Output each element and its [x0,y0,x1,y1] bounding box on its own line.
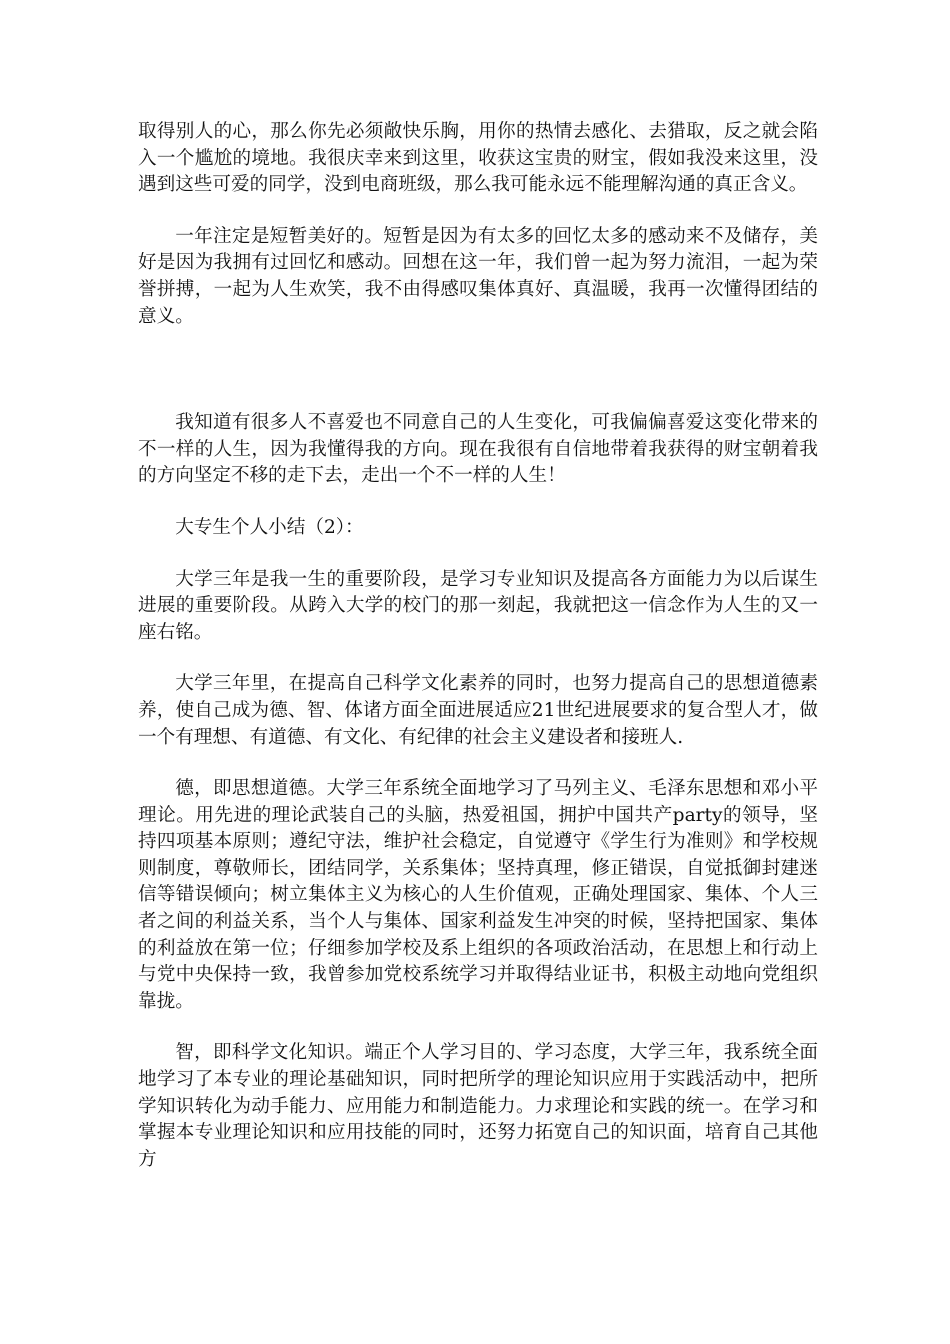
paragraph-quality: 大学三年里，在提高自己科学文化素养的同时，也努力提高自己的思想道德素养，使自己成为德、智、体诸方面全面进展适应21世纪进展要求的复合型人才，做一个有理想、有道德、有文化、有纪律的社会主义建设者和接班人. [138,673,818,748]
paragraph-three-years: 大学三年是我一生的重要阶段，是学习专业知识及提高各方面能力为以后谋生进展的重要阶段。从跨入大学的校门的那一刻起，我就把这一信念作为人生的又一座右铭。 [138,568,818,643]
section-heading-summary-2: 大专生个人小结（2）： [175,516,364,538]
paragraph-one-year: 一年注定是短暂美好的。短暂是因为有太多的回忆太多的感动来不及储存，美好是因为我拥有过回忆和感动。回想在这一年，我们曾一起为努力流泪，一起为荣誉拼搏，一起为人生欢笑，我不由得感叹集体真好、真温暖，我再一次懂得团结的意义。 [138,225,818,327]
paragraph-knowledge: 智，即科学文化知识。端正个人学习目的、学习态度，大学三年，我系统全面地学习了本专业的理论基础知识，同时把所学的理论知识应用于实践活动中，把所学知识转化为动手能力、应用能力和制造能力。力求理论和实践的统一。在学习和掌握本专业理论知识和应用技能的同时，还努力拓宽自己的知识面，培育自己其他方 [138,1042,818,1170]
document-page [138,119,818,1198]
paragraph-direction: 我知道有很多人不喜爱也不同意自己的人生变化，可我偏偏喜爱这变化带来的不一样的人生，因为我懂得我的方向。现在我很有自信地带着我获得的财宝朝着我的方向坚定不移的走下去，走出一个不一样的人生！ [138,412,818,487]
paragraph-communication: 取得别人的心，那么你先必须敞快乐胸，用你的热情去感化、去猎取，反之就会陷入一个尴尬的境地。我很庆幸来到这里，收获这宝贵的财宝，假如我没来这里，没遇到这些可爱的同学，没到电商班级，那么我可能永远不能理解沟通的真正含义。 [138,121,818,196]
paragraph-morality: 德，即思想道德。大学三年系统全面地学习了马列主义、毛泽东思想和邓小平理论。用先进的理论武装自己的头脑，热爱祖国，拥护中国共产party的领导，坚持四项基本原则；遵纪守法，维护社会稳定，自觉遵守《学生行为准则》和学校规则制度，尊敬师长，团结同学，关系集体；坚持真理，修正错误，自觉抵御封建迷信等错误倾向；树立集体主义为核心的人生价值观，正确处理国家、集体、个人三者之间的利益关系，当个人与集体、国家利益发生冲突的时候，坚持把国家、集体的利益放在第一位；仔细参加学校及系上组织的各项政治活动，在思想上和行动上与党中央保持一致，我曾参加党校系统学习并取得结业证书，积极主动地向党组织靠拢。 [138,778,818,1012]
